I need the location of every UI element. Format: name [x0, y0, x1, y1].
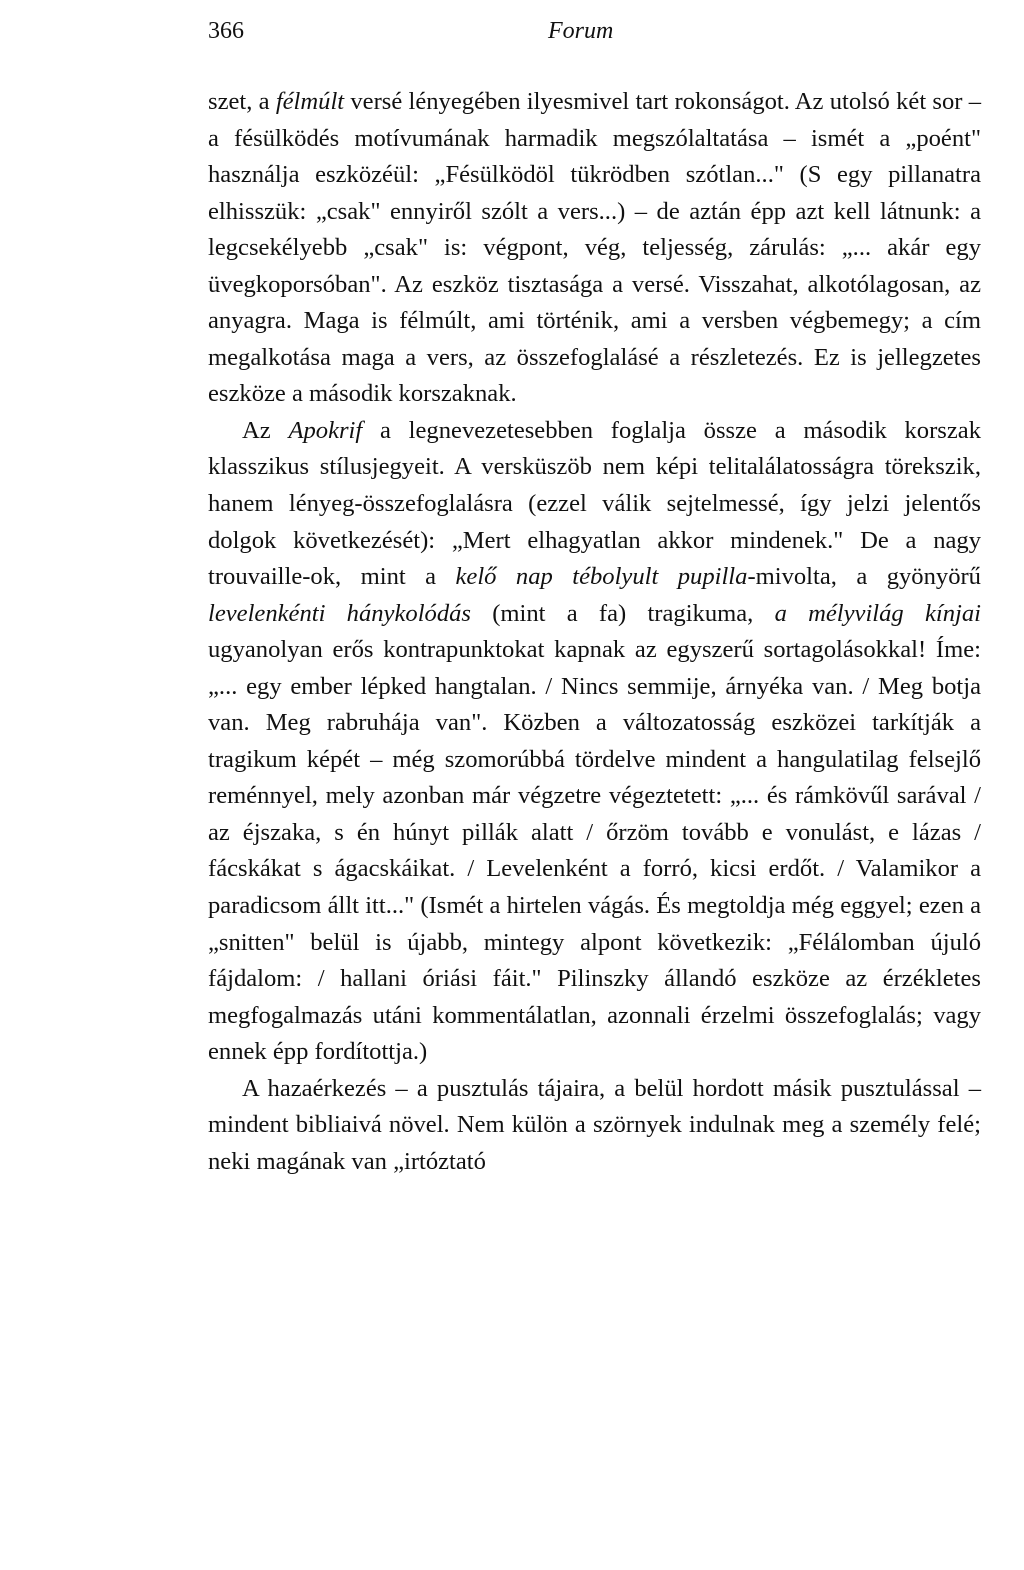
running-title: Forum — [548, 18, 614, 44]
italic-segment: a mélyvilág kínjai — [774, 599, 981, 627]
italic-segment: levelenkénti hánykolódás — [208, 599, 471, 627]
text-segment: (mint a fa) tragikuma, — [470, 599, 775, 627]
text-segment: ugyanolyan erős kontrapunktokat kapnak az egyszerű sortagolásokkal! Íme: „... egy ember lépked hangtalan. / Nincs semmije, árnyéka van. / Meg botja van. Meg rabruhája van". Közben a változatosság eszközei tarkítják a tragikum képét – még szomorúbbá tördelve mindent a hangulatilag felsejlő reménnyel, mely azonban már végzetre végeztetett: „... és rámkövűl sarával / az éjszaka, s én húnyt pillák alatt / őrzöm tovább e vonulást, e lázas / fácskákat s ágacskáikat. / Levelenként a forró, kicsi erdőt. / Valamikor a paradicsom állt itt..." (Ismét a hirtelen vágás. És megtoldja még eggyel; ezen a „snitten" belül is újabb, mintegy alpont következik: „Félálomban újuló fájdalom: / hallani óriási fáit." Pilinszky állandó eszköze az érzékletes megfogalmazás utáni kommentálatlan, azonnali érzelmi összefoglalás; vagy ennek épp fordítottja.) — [208, 636, 981, 1066]
text-segment: A hazaérkezés – a pusztulás tájaira, a belül hordott másik pusztulással – mindent bibliaivá növel. Nem külön a szörnyek indulnak meg a személy felé; neki magának van „irtóztató — [208, 1074, 981, 1175]
italic-segment: Apokrif — [288, 416, 363, 444]
page-number: 366 — [208, 18, 244, 44]
text-segment: Az — [242, 416, 289, 444]
italic-segment: félmúlt — [275, 88, 345, 115]
text-segment: -mivolta, a gyönyörű — [747, 563, 981, 591]
paragraph — [208, 1071, 981, 1181]
paragraph — [208, 84, 981, 413]
text-segment: versé lényegében ilyesmivel tart rokonságot. Az utolsó két sor – a fésülködés motívumának harmadik megszólaltatása – ismét a „poént" használja eszközéül: „Fésülködöl tükrödben szótlan..." (S egy pillanatra elhisszük: „csak" ennyiről szólt a vers...) – de aztán épp azt kell látnunk: a legcsekélyebb „csak" is: végpont, vég, teljesség, zárulás: „... akár egy üvegkoporsóban". Az eszköz tisztasága a versé. Visszahat, alkotólagosan, az anyagra. Maga is félmúlt, ami történik, ami a versben végbemegy; a cím megalkotása maga a vers, az összefoglalásé a részletezés. Ez is jellegzetes eszköze a második korszaknak. — [208, 88, 981, 408]
paragraph — [208, 413, 981, 1071]
italic-segment: kelő nap tébolyult pupilla — [455, 563, 748, 591]
body-text — [208, 84, 981, 1180]
text-segment: a legnevezetesebben foglalja össze a második korszak klasszikus stílusjegyeit. A versküszöb nem képi telitalálatosságra törekszik, hanem lényeg-összefoglalásra (ezzel válik sejtelmessé, így jelzi jelentős dolgok következését): „Mert elhagyatlan akkor mindenek." De a nagy trouvaille-ok, mint a — [208, 416, 981, 591]
text-segment: szet, a — [208, 88, 276, 115]
page-header — [208, 18, 988, 48]
